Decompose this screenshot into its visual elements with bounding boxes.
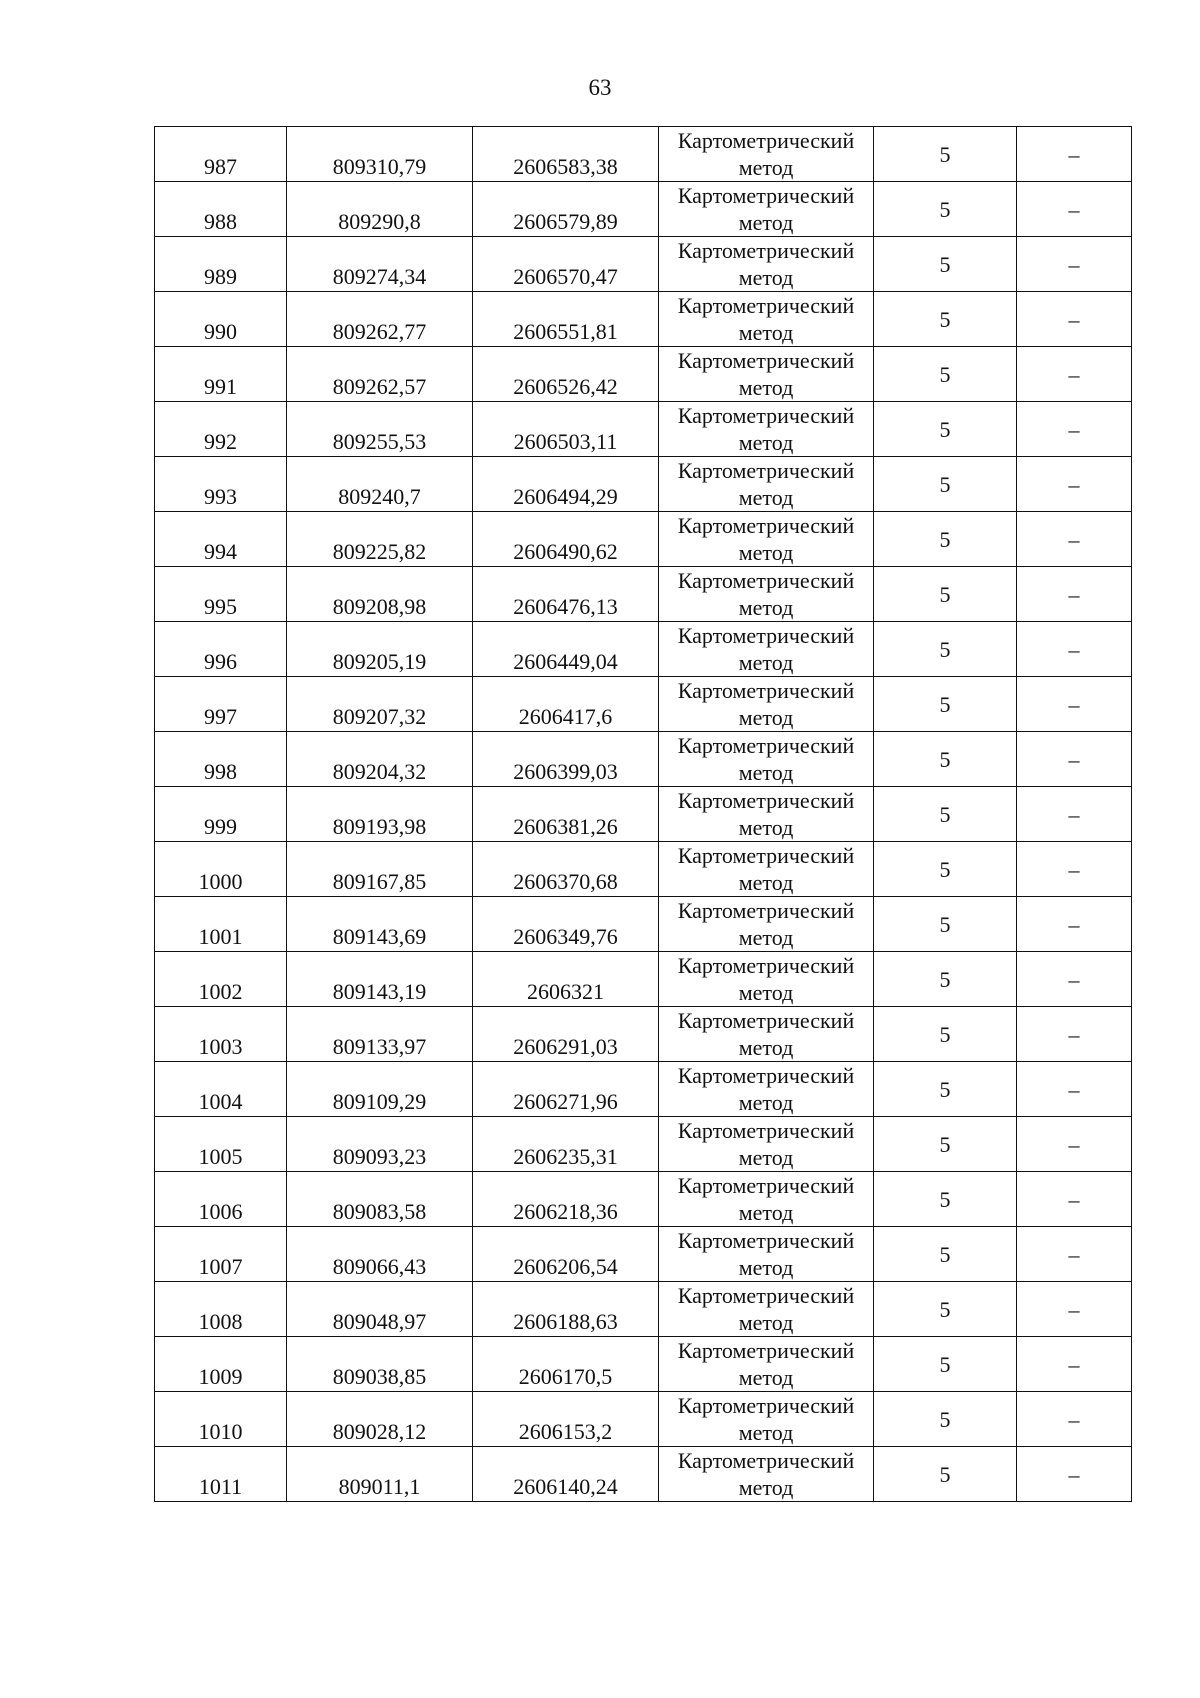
accuracy-cell: 5 — [874, 1392, 1017, 1447]
point-number-cell: 1010 — [155, 1392, 287, 1447]
y-coordinate-cell: 2606551,81 — [473, 292, 659, 347]
point-number-cell: 997 — [155, 677, 287, 732]
method-line-2: метод — [738, 1090, 794, 1115]
accuracy-cell: 5 — [874, 1172, 1017, 1227]
method-line-1: Картометрический — [677, 1008, 855, 1033]
point-number-cell: 1003 — [155, 1007, 287, 1062]
point-number-cell: 987 — [155, 127, 287, 182]
point-number-cell: 1006 — [155, 1172, 287, 1227]
y-coordinate-cell: 2606271,96 — [473, 1062, 659, 1117]
y-coordinate-cell: 2606206,54 — [473, 1227, 659, 1282]
y-coordinate-cell: 2606503,11 — [473, 402, 659, 457]
method-line-2: метод — [738, 1475, 794, 1500]
accuracy-cell: 5 — [874, 1117, 1017, 1172]
table-row — [155, 1117, 1132, 1172]
method-line-1: Картометрический — [677, 843, 855, 868]
table-row — [155, 127, 1132, 182]
description-cell: – — [1017, 292, 1132, 347]
accuracy-cell: 5 — [874, 1007, 1017, 1062]
x-coordinate-cell: 809011,1 — [287, 1447, 473, 1502]
accuracy-cell: 5 — [874, 897, 1017, 952]
method-line-2: метод — [738, 320, 794, 345]
accuracy-cell: 5 — [874, 127, 1017, 182]
method-cell — [659, 567, 874, 622]
description-cell: – — [1017, 677, 1132, 732]
table-row — [155, 402, 1132, 457]
method-line-1: Картометрический — [677, 953, 855, 978]
accuracy-cell: 5 — [874, 567, 1017, 622]
method-cell — [659, 1447, 874, 1502]
method-line-2: метод — [738, 1145, 794, 1170]
method-cell — [659, 127, 874, 182]
point-number-cell: 1011 — [155, 1447, 287, 1502]
accuracy-cell: 5 — [874, 347, 1017, 402]
y-coordinate-cell: 2606291,03 — [473, 1007, 659, 1062]
description-cell: – — [1017, 1282, 1132, 1337]
point-number-cell: 989 — [155, 237, 287, 292]
point-number-cell: 1007 — [155, 1227, 287, 1282]
point-number-cell: 996 — [155, 622, 287, 677]
description-cell: – — [1017, 182, 1132, 237]
method-line-2: метод — [738, 1420, 794, 1445]
method-line-1: Картометрический — [677, 1393, 855, 1418]
description-cell: – — [1017, 1392, 1132, 1447]
description-cell: – — [1017, 567, 1132, 622]
method-line-1: Картометрический — [677, 733, 855, 758]
y-coordinate-cell: 2606417,6 — [473, 677, 659, 732]
x-coordinate-cell: 809208,98 — [287, 567, 473, 622]
table-row — [155, 1062, 1132, 1117]
x-coordinate-cell: 809225,82 — [287, 512, 473, 567]
accuracy-cell: 5 — [874, 1282, 1017, 1337]
x-coordinate-cell: 809038,85 — [287, 1337, 473, 1392]
method-line-1: Картометрический — [677, 513, 855, 538]
y-coordinate-cell: 2606170,5 — [473, 1337, 659, 1392]
accuracy-cell: 5 — [874, 732, 1017, 787]
method-cell — [659, 1172, 874, 1227]
point-number-cell: 1002 — [155, 952, 287, 1007]
method-line-2: метод — [738, 155, 794, 180]
coordinates-table — [154, 126, 1132, 1502]
x-coordinate-cell: 809290,8 — [287, 182, 473, 237]
point-number-cell: 991 — [155, 347, 287, 402]
method-cell — [659, 952, 874, 1007]
x-coordinate-cell: 809310,79 — [287, 127, 473, 182]
method-line-1: Картометрический — [677, 128, 855, 153]
y-coordinate-cell: 2606218,36 — [473, 1172, 659, 1227]
method-cell — [659, 292, 874, 347]
table-row — [155, 677, 1132, 732]
x-coordinate-cell: 809083,58 — [287, 1172, 473, 1227]
y-coordinate-cell: 2606570,47 — [473, 237, 659, 292]
x-coordinate-cell: 809262,77 — [287, 292, 473, 347]
page-number: 63 — [588, 75, 612, 100]
description-cell: – — [1017, 732, 1132, 787]
method-cell — [659, 787, 874, 842]
method-line-2: метод — [738, 870, 794, 895]
y-coordinate-cell: 2606583,38 — [473, 127, 659, 182]
method-line-2: метод — [738, 485, 794, 510]
method-line-2: метод — [738, 265, 794, 290]
method-cell — [659, 1392, 874, 1447]
y-coordinate-cell: 2606526,42 — [473, 347, 659, 402]
method-line-2: метод — [738, 760, 794, 785]
method-line-1: Картометрический — [677, 293, 855, 318]
method-line-1: Картометрический — [677, 1118, 855, 1143]
accuracy-cell: 5 — [874, 457, 1017, 512]
table-row — [155, 567, 1132, 622]
x-coordinate-cell: 809066,43 — [287, 1227, 473, 1282]
x-coordinate-cell: 809207,32 — [287, 677, 473, 732]
x-coordinate-cell: 809255,53 — [287, 402, 473, 457]
method-line-2: метод — [738, 375, 794, 400]
description-cell: – — [1017, 237, 1132, 292]
method-line-1: Картометрический — [677, 678, 855, 703]
point-number-cell: 1009 — [155, 1337, 287, 1392]
method-line-2: метод — [738, 540, 794, 565]
description-cell: – — [1017, 897, 1132, 952]
method-line-1: Картометрический — [677, 788, 855, 813]
table-row — [155, 457, 1132, 512]
y-coordinate-cell: 2606399,03 — [473, 732, 659, 787]
method-cell — [659, 237, 874, 292]
description-cell: – — [1017, 1007, 1132, 1062]
table-row — [155, 842, 1132, 897]
y-coordinate-cell: 2606490,62 — [473, 512, 659, 567]
method-cell — [659, 1227, 874, 1282]
method-line-1: Картометрический — [677, 1283, 855, 1308]
table-row — [155, 292, 1132, 347]
x-coordinate-cell: 809093,23 — [287, 1117, 473, 1172]
x-coordinate-cell: 809240,7 — [287, 457, 473, 512]
accuracy-cell: 5 — [874, 622, 1017, 677]
method-cell — [659, 1117, 874, 1172]
description-cell: – — [1017, 1447, 1132, 1502]
method-cell — [659, 182, 874, 237]
point-number-cell: 990 — [155, 292, 287, 347]
y-coordinate-cell: 2606188,63 — [473, 1282, 659, 1337]
method-line-2: метод — [738, 1365, 794, 1390]
point-number-cell: 1000 — [155, 842, 287, 897]
table-row — [155, 182, 1132, 237]
y-coordinate-cell: 2606370,68 — [473, 842, 659, 897]
point-number-cell: 993 — [155, 457, 287, 512]
accuracy-cell: 5 — [874, 677, 1017, 732]
description-cell: – — [1017, 842, 1132, 897]
method-line-2: метод — [738, 925, 794, 950]
method-line-2: метод — [738, 705, 794, 730]
accuracy-cell: 5 — [874, 952, 1017, 1007]
method-line-1: Картометрический — [677, 1448, 855, 1473]
x-coordinate-cell: 809028,12 — [287, 1392, 473, 1447]
y-coordinate-cell: 2606381,26 — [473, 787, 659, 842]
description-cell: – — [1017, 622, 1132, 677]
accuracy-cell: 5 — [874, 402, 1017, 457]
point-number-cell: 1005 — [155, 1117, 287, 1172]
description-cell: – — [1017, 1172, 1132, 1227]
x-coordinate-cell: 809274,34 — [287, 237, 473, 292]
x-coordinate-cell: 809048,97 — [287, 1282, 473, 1337]
y-coordinate-cell: 2606494,29 — [473, 457, 659, 512]
method-line-2: метод — [738, 210, 794, 235]
coordinates-table-body — [155, 127, 1132, 1502]
method-cell — [659, 1007, 874, 1062]
y-coordinate-cell: 2606235,31 — [473, 1117, 659, 1172]
description-cell: – — [1017, 512, 1132, 567]
x-coordinate-cell: 809143,19 — [287, 952, 473, 1007]
table-row — [155, 1337, 1132, 1392]
point-number-cell: 1004 — [155, 1062, 287, 1117]
method-line-2: метод — [738, 1200, 794, 1225]
accuracy-cell: 5 — [874, 1227, 1017, 1282]
method-line-2: метод — [738, 650, 794, 675]
table-row — [155, 732, 1132, 787]
method-cell — [659, 347, 874, 402]
table-row — [155, 897, 1132, 952]
accuracy-cell: 5 — [874, 237, 1017, 292]
y-coordinate-cell: 2606321 — [473, 952, 659, 1007]
method-line-2: метод — [738, 1035, 794, 1060]
y-coordinate-cell: 2606153,2 — [473, 1392, 659, 1447]
description-cell: – — [1017, 1062, 1132, 1117]
y-coordinate-cell: 2606476,13 — [473, 567, 659, 622]
description-cell: – — [1017, 1227, 1132, 1282]
description-cell: – — [1017, 952, 1132, 1007]
description-cell: – — [1017, 402, 1132, 457]
point-number-cell: 999 — [155, 787, 287, 842]
accuracy-cell: 5 — [874, 842, 1017, 897]
method-line-1: Картометрический — [677, 1338, 855, 1363]
table-row — [155, 1007, 1132, 1062]
x-coordinate-cell: 809167,85 — [287, 842, 473, 897]
point-number-cell: 992 — [155, 402, 287, 457]
point-number-cell: 995 — [155, 567, 287, 622]
y-coordinate-cell: 2606449,04 — [473, 622, 659, 677]
method-cell — [659, 1062, 874, 1117]
table-row — [155, 237, 1132, 292]
table-row — [155, 1282, 1132, 1337]
method-cell — [659, 402, 874, 457]
x-coordinate-cell: 809109,29 — [287, 1062, 473, 1117]
y-coordinate-cell: 2606349,76 — [473, 897, 659, 952]
method-line-1: Картометрический — [677, 623, 855, 648]
table-row — [155, 787, 1132, 842]
point-number-cell: 1008 — [155, 1282, 287, 1337]
method-line-2: метод — [738, 1255, 794, 1280]
method-line-2: метод — [738, 430, 794, 455]
x-coordinate-cell: 809193,98 — [287, 787, 473, 842]
description-cell: – — [1017, 1337, 1132, 1392]
method-line-2: метод — [738, 980, 794, 1005]
method-cell — [659, 842, 874, 897]
x-coordinate-cell: 809133,97 — [287, 1007, 473, 1062]
y-coordinate-cell: 2606140,24 — [473, 1447, 659, 1502]
table-row — [155, 347, 1132, 402]
table-row — [155, 1392, 1132, 1447]
table-row — [155, 952, 1132, 1007]
method-line-1: Картометрический — [677, 1173, 855, 1198]
point-number-cell: 994 — [155, 512, 287, 567]
method-line-1: Картометрический — [677, 898, 855, 923]
method-cell — [659, 1337, 874, 1392]
method-line-1: Картометрический — [677, 568, 855, 593]
x-coordinate-cell: 809143,69 — [287, 897, 473, 952]
point-number-cell: 1001 — [155, 897, 287, 952]
method-cell — [659, 622, 874, 677]
accuracy-cell: 5 — [874, 1447, 1017, 1502]
method-line-2: метод — [738, 815, 794, 840]
y-coordinate-cell: 2606579,89 — [473, 182, 659, 237]
method-line-1: Картометрический — [677, 1228, 855, 1253]
accuracy-cell: 5 — [874, 182, 1017, 237]
table-row — [155, 622, 1132, 677]
method-line-1: Картометрический — [677, 348, 855, 373]
description-cell: – — [1017, 127, 1132, 182]
table-row — [155, 1227, 1132, 1282]
x-coordinate-cell: 809262,57 — [287, 347, 473, 402]
accuracy-cell: 5 — [874, 1337, 1017, 1392]
description-cell: – — [1017, 457, 1132, 512]
method-cell — [659, 1282, 874, 1337]
table-row — [155, 512, 1132, 567]
method-line-2: метод — [738, 595, 794, 620]
table-row — [155, 1172, 1132, 1227]
method-cell — [659, 512, 874, 567]
x-coordinate-cell: 809204,32 — [287, 732, 473, 787]
description-cell: – — [1017, 787, 1132, 842]
point-number-cell: 988 — [155, 182, 287, 237]
method-cell — [659, 677, 874, 732]
method-line-1: Картометрический — [677, 458, 855, 483]
accuracy-cell: 5 — [874, 292, 1017, 347]
method-line-1: Картометрический — [677, 183, 855, 208]
x-coordinate-cell: 809205,19 — [287, 622, 473, 677]
method-line-1: Картометрический — [677, 403, 855, 428]
method-cell — [659, 732, 874, 787]
point-number-cell: 998 — [155, 732, 287, 787]
method-cell — [659, 897, 874, 952]
accuracy-cell: 5 — [874, 1062, 1017, 1117]
table-row — [155, 1447, 1132, 1502]
method-line-2: метод — [738, 1310, 794, 1335]
method-line-1: Картометрический — [677, 238, 855, 263]
description-cell: – — [1017, 347, 1132, 402]
accuracy-cell: 5 — [874, 787, 1017, 842]
method-cell — [659, 457, 874, 512]
description-cell: – — [1017, 1117, 1132, 1172]
accuracy-cell: 5 — [874, 512, 1017, 567]
method-line-1: Картометрический — [677, 1063, 855, 1088]
